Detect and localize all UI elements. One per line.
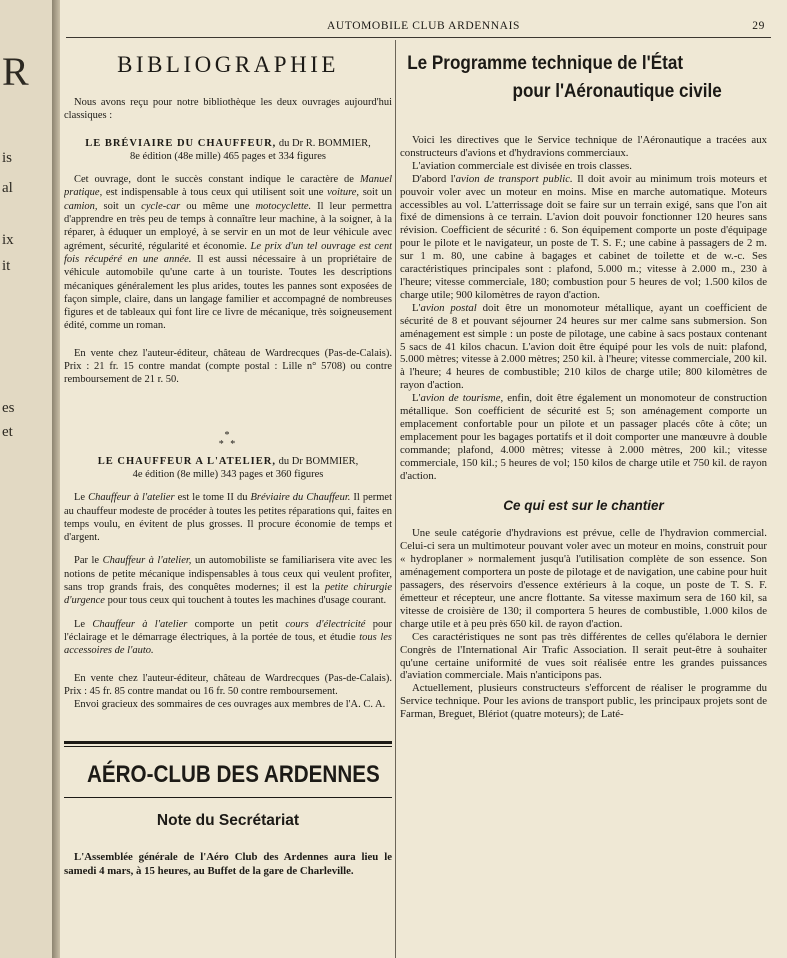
article-paragraph: L'avion postal doit être un monomoteur métallique, ayant un coefficient de sécurité de 8 et pouvant séjourner 24 heures sur mer calme sans submersion. Son aménagement est simple : un poste de pilotage, une cabine à sacs postaux contenant 5 sacs de 41 kilos chacun. L'avion doit être équipé pour les vols de nuit: plafond, 5.000 mètres; vitesse à 2.000 mètres; 250 kil. à l'heure; vitesse commerciale, 200 kil. à l'heure; 4 heures de combustible; 210 kilos de charge utile; 800 kilomètres de rayon d'action. [400, 301, 767, 392]
book2-paragraph-2: Par le Chauffeur à l'atelier, un automobiliste se familiarisera vite avec les notions de petite mécanique indispensables à tous ceux qui veulent profiter, sans trop grands frais, des conquêtes modernes; il est la petite chirurgie d'urgence pour tous ceux qui touchent à toutes les machines d'usage courant. [64, 555, 392, 607]
section-asterism: * * * [218, 429, 238, 450]
book1-heading [64, 137, 392, 164]
book2-paragraph-3: Le Chauffeur à l'atelier comporte un petit cours d'électricité pour l'éclairage et le démarrage électriques, à la portée de tous, et étudie tous les accessoires de l'auto. [64, 618, 392, 657]
article-subtitle: Ce qui est sur le chantier [503, 498, 664, 514]
bibliography-closing: Envoi gracieux des sommaires de ces ouvrages aux membres de l'A. C. A. [74, 699, 386, 711]
strip-fragment: al [2, 180, 13, 196]
book2-heading [64, 455, 392, 482]
aero-section-rule [64, 741, 392, 747]
article-paragraph: Actuellement, plusieurs constructeurs s'efforcent de réaliser le programme du Service technique. Pour les avions de transport public, les principaux projets sont de Farman, Breguet, Blériot (quatre moteurs); de Laté- [400, 682, 767, 721]
book2-sale-info: En vente chez l'auteur-éditeur, château de Wardrecques (Pas-de-Calais). Prix : 45 fr. 85 contre mandat ou 16 fr. 50 contre remboursement. [64, 672, 392, 697]
book1-description: Cet ouvrage, dont le succès constant indique le caractère de Manuel pratique, est indispensable à tous ceux qui utilisent soit une voiture, soit un camion, soit un cycle-car ou même une motocyclette. Il leur permettra d'apprendre en très peu de temps à connaître leur machine, à la soigner, à la réparer, à éduquer un employé, à se servir en un mot de leur véhicule avec agrément, sécurité, régularité et économie. Le prix d'un tel ouvrage est cent fois récupéré en une année. Il est aussi nécessaire à un propriétaire de véhicule automobile qu'une carte à un touriste. Toutes les descriptions mécaniques généralement les plus arides, toutes les pannes sont exposées de façon simple, claire, dans un langage familier et accompagné de nombreuses figures et de tableaux qui font lire ce livre de mécanique, très soigneusement édité, comme un roman. [64, 174, 392, 332]
strip-fragment: es [2, 400, 15, 416]
book1-name: LE BRÉVIAIRE DU CHAUFFEUR, [85, 137, 277, 149]
column-divider [395, 40, 396, 958]
article-paragraph: Ces caractéristiques ne sont pas très différentes de celles qu'élabora le dernier Congrès de l'International Air Trafic Association. Il serait peut-être à souhaiter qu'une certaine uniformité de vues soit réalisée entre les grandes puissances d'aviation commerciale. Mais n'anticipons pas. [400, 630, 767, 682]
book2-name: LE CHAUFFEUR A L'ATELIER, [97, 455, 276, 467]
page-number: 29 [752, 20, 765, 32]
article-title-line-1: Le Programme technique de l'État [407, 53, 684, 74]
strip-fragment: et [2, 424, 13, 440]
article-paragraph: D'abord l'avion de transport public. Il doit avoir au minimum trois moteurs et pouvoir voler avec un moteur en moins. Mise en marche automatique. Moteurs accessibles au vol. L'atterrissage doit se faire sur un terrain exigé, sans que l'on ait fixé de dimensions à ce terrain. L'avion doit pouvoir fonctionner 120 heures sans révision. Coefficient de sécurité : 6. Son équipement comporte un poste d'équipage pour le pilote et le navigateur, un poste de T. S. F.; une cabine à passagers de 2 m. sur 1 m. 80, une cabine à bagages et cabinet de toilette et de w.-c. Ses caractéristiques principales sont : plafond, 5.000 m.; vitesse à 2.000 m., 230 à l'heure; vitesse commerciale, 180; combustion pour 5 heures de vol; 1.500 kilos de charge utile; 900 kilomètres de rayon d'action. [400, 172, 767, 301]
running-title: AUTOMOBILE CLUB ARDENNAIS [326, 20, 521, 32]
article-paragraph: Une seule catégorie d'hydravions est prévue, celle de l'hydravion commercial. Celui-ci sera un multimoteur pouvant voler avec un moteur en moins, construit pour « hydroplaner » normalement jusqu'à l'utilisation complète de son essence. Son aménagement comportera un poste de pilotage et de navigation, une cabine pour huit passagers, des réservoirs d'essence extérieurs à la coque, un poste de T. S. F. émetteur et récepteur, une ancre flottante. Sa vitesse maximum sera de 160 kil, sa vitesse de croisière de 130; il comportera 5 heures de combustible, 1.000 kilos de charge utile et à peu près 650 kil. de rayon d'action. [400, 527, 767, 630]
book-spine [52, 0, 60, 958]
aero-club-title: AÉRO-CLUB DES ARDENNES [86, 761, 380, 789]
book2-paragraph-1: Le Chauffeur à l'atelier est le tome II du Bréviaire du Chauffeur. Il permet au chauffeur modeste de procéder à toutes les petites réparations qui, faites en temps voulu, en évitent de plus grosses. Il procure économie de temps et d'argent. [64, 492, 392, 544]
book1-edition: 8e édition (48e mille) 465 pages et 334 figures [130, 150, 326, 162]
bibliography-title: BIBLIOGRAPHIE [117, 52, 339, 77]
strip-fragment: is [2, 150, 13, 166]
article-paragraph: Voici les directives que le Service technique de l'Aéronautique a tracées aux constructeurs d'avions et d'hydravions commerciaux. [400, 134, 767, 159]
header-rule [66, 37, 771, 38]
strip-fragment: ix [2, 232, 14, 248]
bibliography-intro: Nous avons reçu pour notre bibliothèque les deux ouvrages aujourd'hui classiques : [64, 97, 392, 122]
aero-title-rule [64, 797, 392, 798]
article-paragraph: L'aviation commerciale est divisée en trois classes. [412, 159, 632, 172]
book1-author: du Dr R. BOMMIER, [278, 137, 371, 149]
secretariat-note-title: Note du Secrétariat [156, 812, 300, 830]
book2-author: du Dr BOMMIER, [278, 455, 359, 467]
running-header [60, 20, 787, 38]
book2-edition: 4e édition (8e mille) 343 pages et 360 figures [132, 468, 324, 480]
left-column [64, 46, 392, 946]
adjacent-page-strip [0, 0, 53, 958]
article-paragraph: L'avion de tourisme, enfin, doit être également un monomoteur de construction métallique. Son coefficient de sécurité est 5; son aménagement comporte un emplacement confortable pour un pilote et un passager placés côte à côte; un emplacement pour les bagages portatifs et il doit comporter une manœuvre à double commande; plafond, 4.000 mètres; vitesse à 2.000 mètres, 200 kil.; vitesse commerciale, 150 kil.; 5 heures de vol; 150 kilos de charge utile et 750 kil. de rayon d'action. [400, 392, 767, 482]
secretariat-note-body: L'Assemblée générale de l'Aéro Club des Ardennes aura lieu le samedi 4 mars, à 15 heures, au Buffet de la gare de Charleville. [64, 851, 392, 878]
strip-fragment: R [2, 49, 29, 94]
magazine-page [60, 0, 787, 958]
strip-fragment: it [2, 258, 11, 274]
article-title-line-2: pour l'Aéronautique civile [512, 81, 722, 102]
right-column [400, 50, 767, 950]
book1-sale-info: En vente chez l'auteur-éditeur, château de Wardrecques (Pas-de-Calais). Prix : 21 fr. 15 contre mandat (compte postal : Lille n° 5708) ou contre remboursement de 21 r. 50. [64, 347, 392, 386]
